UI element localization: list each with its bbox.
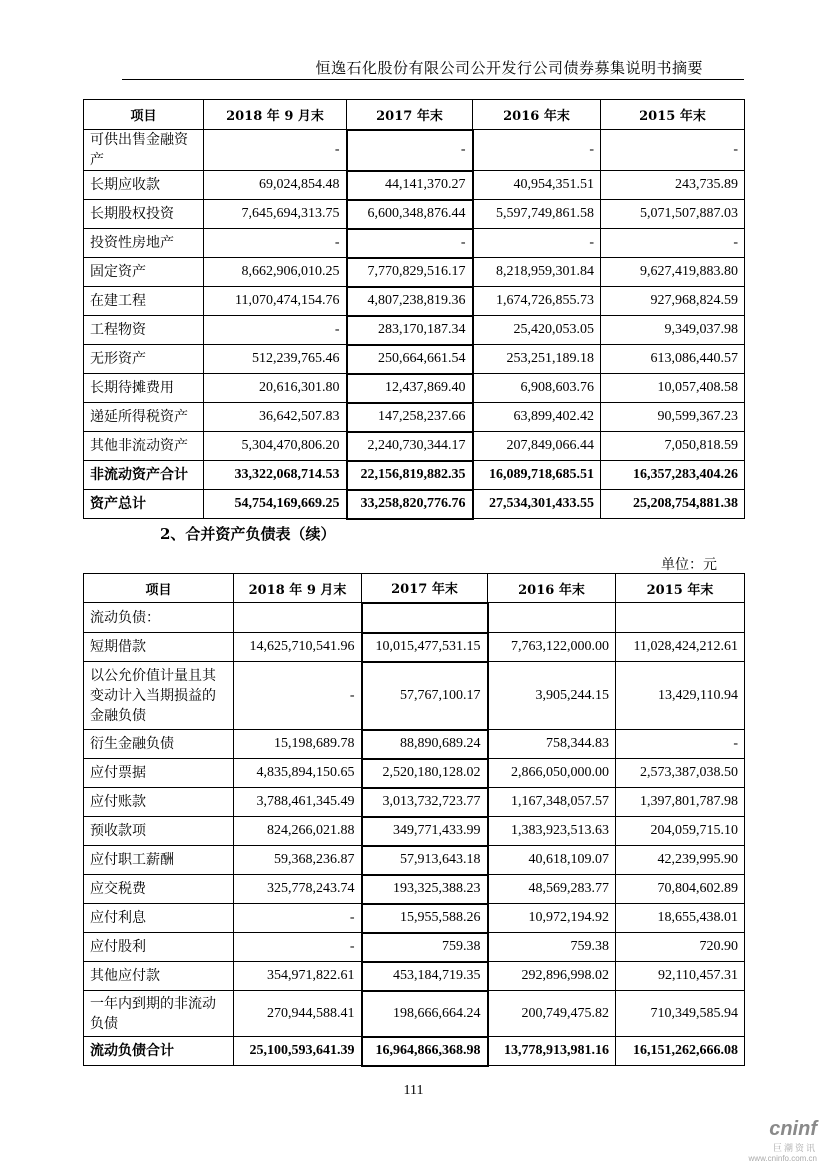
cell-value: 1,674,726,855.73 — [473, 287, 601, 316]
table-body — [84, 603, 745, 1066]
row-label: 无形资产 — [84, 345, 204, 374]
cell-value: 292,896,998.02 — [488, 962, 616, 991]
cell-value: 354,971,822.61 — [234, 962, 362, 991]
row-label: 一年内到期的非流动负债 — [84, 991, 234, 1037]
cell-value: 14,625,710,541.96 — [234, 633, 362, 662]
cell-value: 16,357,283,404.26 — [601, 461, 745, 490]
column-header-2017: 2017 年末 — [347, 100, 473, 130]
table-row — [84, 962, 745, 991]
cell-value: 1,167,348,057.57 — [488, 788, 616, 817]
table-row — [84, 461, 745, 490]
table-row — [84, 875, 745, 904]
row-label: 资产总计 — [84, 490, 204, 519]
cell-value: 710,349,585.94 — [616, 991, 745, 1037]
cell-value: 25,100,593,641.39 — [234, 1037, 362, 1066]
cell-value: 824,266,021.88 — [234, 817, 362, 846]
row-label: 长期应收款 — [84, 171, 204, 200]
logo-subtitle: 巨潮资讯 — [772, 1143, 817, 1153]
cell-value: 5,071,507,887.03 — [601, 200, 745, 229]
cell-value: - — [347, 130, 473, 171]
cell-value: 613,086,440.57 — [601, 345, 745, 374]
table-row — [84, 171, 745, 200]
table-row — [84, 490, 745, 519]
unit-label: 单位：元 — [661, 557, 717, 573]
current-liabilities-table — [83, 573, 745, 1067]
cell-value: - — [616, 730, 745, 759]
cell-value: 325,778,243.74 — [234, 875, 362, 904]
row-label: 可供出售金融资产 — [84, 130, 204, 171]
cell-value: 3,788,461,345.49 — [234, 788, 362, 817]
cell-value: 8,662,906,010.25 — [204, 258, 347, 287]
table-row — [84, 345, 745, 374]
cell-value: 512,239,765.46 — [204, 345, 347, 374]
cell-value: 758,344.83 — [488, 730, 616, 759]
row-label: 应付职工薪酬 — [84, 846, 234, 875]
logo-wordmark: cninf — [769, 1118, 817, 1140]
cell-value: 33,258,820,776.76 — [347, 490, 473, 519]
table-row — [84, 1037, 745, 1066]
section-title: 2、合并资产负债表（续） — [160, 525, 336, 543]
cell-value: 349,771,433.99 — [362, 817, 488, 846]
header-divider — [122, 79, 744, 80]
cell-value: 4,835,894,150.65 — [234, 759, 362, 788]
cell-value: - — [204, 229, 347, 258]
cell-value: 40,954,351.51 — [473, 171, 601, 200]
cell-value: 20,616,301.80 — [204, 374, 347, 403]
cell-value: 42,239,995.90 — [616, 846, 745, 875]
table-row — [84, 258, 745, 287]
cell-value: - — [234, 662, 362, 730]
row-label: 流动负债： — [84, 603, 234, 633]
page-number: 111 — [403, 1083, 424, 1098]
column-header-2015: 2015 年末 — [601, 100, 745, 130]
cell-value: - — [204, 316, 347, 345]
cell-value: 16,964,866,368.98 — [362, 1037, 488, 1066]
cell-value: 11,028,424,212.61 — [616, 633, 745, 662]
cell-value: 198,666,664.24 — [362, 991, 488, 1037]
row-label: 在建工程 — [84, 287, 204, 316]
table-row — [84, 991, 745, 1037]
row-label: 应付账款 — [84, 788, 234, 817]
cell-value: 16,151,262,666.08 — [616, 1037, 745, 1066]
cninfo-logo — [749, 1118, 817, 1163]
row-label: 非流动资产合计 — [84, 461, 204, 490]
row-label: 应付票据 — [84, 759, 234, 788]
cell-value: 3,013,732,723.77 — [362, 788, 488, 817]
column-header-item: 项目 — [84, 574, 234, 603]
cell-value: 70,804,602.89 — [616, 875, 745, 904]
cell-value: 15,955,588.26 — [362, 904, 488, 933]
table-body — [84, 130, 745, 519]
cell-value: 33,322,068,714.53 — [204, 461, 347, 490]
cell-value: 250,664,661.54 — [347, 345, 473, 374]
cell-value: 10,057,408.58 — [601, 374, 745, 403]
non-current-assets-table — [83, 99, 745, 520]
cell-value: 3,905,244.15 — [488, 662, 616, 730]
cell-value: 57,913,643.18 — [362, 846, 488, 875]
cell-value: 759.38 — [362, 933, 488, 962]
cell-value: 253,251,189.18 — [473, 345, 601, 374]
cell-value: 10,015,477,531.15 — [362, 633, 488, 662]
row-label: 预收款项 — [84, 817, 234, 846]
row-label: 流动负债合计 — [84, 1037, 234, 1066]
table-row — [84, 403, 745, 432]
cell-value: 204,059,715.10 — [616, 817, 745, 846]
table-row — [84, 633, 745, 662]
table-row — [84, 904, 745, 933]
cell-value: 759.38 — [488, 933, 616, 962]
column-header-2018q3: 2018 年 9 月末 — [234, 574, 362, 603]
row-label: 递延所得税资产 — [84, 403, 204, 432]
cell-value — [362, 603, 488, 633]
cell-value: 44,141,370.27 — [347, 171, 473, 200]
table-header-row — [84, 100, 745, 130]
cell-value: 59,368,236.87 — [234, 846, 362, 875]
cell-value: 69,024,854.48 — [204, 171, 347, 200]
cell-value: 9,349,037.98 — [601, 316, 745, 345]
row-label: 衍生金融负债 — [84, 730, 234, 759]
cell-value: 193,325,388.23 — [362, 875, 488, 904]
table-row — [84, 432, 745, 461]
cell-value: 25,208,754,881.38 — [601, 490, 745, 519]
cell-value: 40,618,109.07 — [488, 846, 616, 875]
table-row — [84, 662, 745, 730]
table-row — [84, 933, 745, 962]
table-row — [84, 788, 745, 817]
cell-value: 88,890,689.24 — [362, 730, 488, 759]
cell-value: 57,767,100.17 — [362, 662, 488, 730]
row-label: 工程物资 — [84, 316, 204, 345]
column-header-2018q3: 2018 年 9 月末 — [204, 100, 347, 130]
cell-value: 5,304,470,806.20 — [204, 432, 347, 461]
cell-value: - — [204, 130, 347, 171]
column-header-2016: 2016 年末 — [473, 100, 601, 130]
table-row — [84, 229, 745, 258]
cell-value — [616, 603, 745, 633]
cell-value: 12,437,869.40 — [347, 374, 473, 403]
cell-value: 63,899,402.42 — [473, 403, 601, 432]
column-header-item: 项目 — [84, 100, 204, 130]
cell-value: 453,184,719.35 — [362, 962, 488, 991]
cell-value: 9,627,419,883.80 — [601, 258, 745, 287]
cell-value: 7,770,829,516.17 — [347, 258, 473, 287]
cell-value: 18,655,438.01 — [616, 904, 745, 933]
cell-value: 27,534,301,433.55 — [473, 490, 601, 519]
cell-value: 2,573,387,038.50 — [616, 759, 745, 788]
cell-value: - — [473, 130, 601, 171]
table-header-row — [84, 574, 745, 603]
row-label: 应付股利 — [84, 933, 234, 962]
row-label: 短期借款 — [84, 633, 234, 662]
cell-value: 720.90 — [616, 933, 745, 962]
cell-value: 7,645,694,313.75 — [204, 200, 347, 229]
cell-value: 4,807,238,819.36 — [347, 287, 473, 316]
row-label: 其他应付款 — [84, 962, 234, 991]
table-row — [84, 130, 745, 171]
cell-value: - — [473, 229, 601, 258]
logo-url: www.cninfo.com.cn — [748, 1154, 817, 1163]
table-row — [84, 817, 745, 846]
table-row — [84, 846, 745, 875]
cell-value: - — [234, 904, 362, 933]
row-label: 投资性房地产 — [84, 229, 204, 258]
cell-value: - — [601, 130, 745, 171]
cell-value: 270,944,588.41 — [234, 991, 362, 1037]
cell-value: 927,968,824.59 — [601, 287, 745, 316]
row-label: 长期待摊费用 — [84, 374, 204, 403]
cell-value: 48,569,283.77 — [488, 875, 616, 904]
table-row — [84, 730, 745, 759]
cell-value: 16,089,718,685.51 — [473, 461, 601, 490]
cell-value: 92,110,457.31 — [616, 962, 745, 991]
row-label: 固定资产 — [84, 258, 204, 287]
cell-value: 6,908,603.76 — [473, 374, 601, 403]
cell-value: 243,735.89 — [601, 171, 745, 200]
cell-value: 15,198,689.78 — [234, 730, 362, 759]
table-row — [84, 759, 745, 788]
cell-value: 7,050,818.59 — [601, 432, 745, 461]
cell-value: 25,420,053.05 — [473, 316, 601, 345]
cell-value: 147,258,237.66 — [347, 403, 473, 432]
cell-value: 7,763,122,000.00 — [488, 633, 616, 662]
cell-value: 207,849,066.44 — [473, 432, 601, 461]
cell-value: 13,429,110.94 — [616, 662, 745, 730]
document-header-title: 恒逸石化股份有限公司公开发行公司债券募集说明书摘要 — [315, 59, 703, 77]
cell-value: - — [234, 933, 362, 962]
cell-value: 2,520,180,128.02 — [362, 759, 488, 788]
cell-value: 13,778,913,981.16 — [488, 1037, 616, 1066]
cell-value: - — [347, 229, 473, 258]
cell-value — [488, 603, 616, 633]
cell-value: 36,642,507.83 — [204, 403, 347, 432]
table-row — [84, 200, 745, 229]
row-label: 应交税费 — [84, 875, 234, 904]
cell-value: 11,070,474,154.76 — [204, 287, 347, 316]
cell-value: 90,599,367.23 — [601, 403, 745, 432]
cell-value: 54,754,169,669.25 — [204, 490, 347, 519]
cell-value: 1,397,801,787.98 — [616, 788, 745, 817]
row-label: 长期股权投资 — [84, 200, 204, 229]
column-header-2015: 2015 年末 — [616, 574, 745, 603]
row-label: 以公允价值计量且其变动计入当期损益的金融负债 — [84, 662, 234, 730]
row-label: 应付利息 — [84, 904, 234, 933]
cell-value: 283,170,187.34 — [347, 316, 473, 345]
cell-value — [234, 603, 362, 633]
table-row — [84, 374, 745, 403]
column-header-2016: 2016 年末 — [488, 574, 616, 603]
cell-value: 2,240,730,344.17 — [347, 432, 473, 461]
cell-value: 1,383,923,513.63 — [488, 817, 616, 846]
cell-value: 5,597,749,861.58 — [473, 200, 601, 229]
cell-value: 22,156,819,882.35 — [347, 461, 473, 490]
cell-value: 8,218,959,301.84 — [473, 258, 601, 287]
table-row — [84, 287, 745, 316]
row-label: 其他非流动资产 — [84, 432, 204, 461]
column-header-2017: 2017 年末 — [362, 574, 488, 603]
cell-value: 200,749,475.82 — [488, 991, 616, 1037]
cell-value: 10,972,194.92 — [488, 904, 616, 933]
cell-value: 6,600,348,876.44 — [347, 200, 473, 229]
cell-value: - — [601, 229, 745, 258]
table-row — [84, 603, 745, 633]
table-row — [84, 316, 745, 345]
cell-value: 2,866,050,000.00 — [488, 759, 616, 788]
